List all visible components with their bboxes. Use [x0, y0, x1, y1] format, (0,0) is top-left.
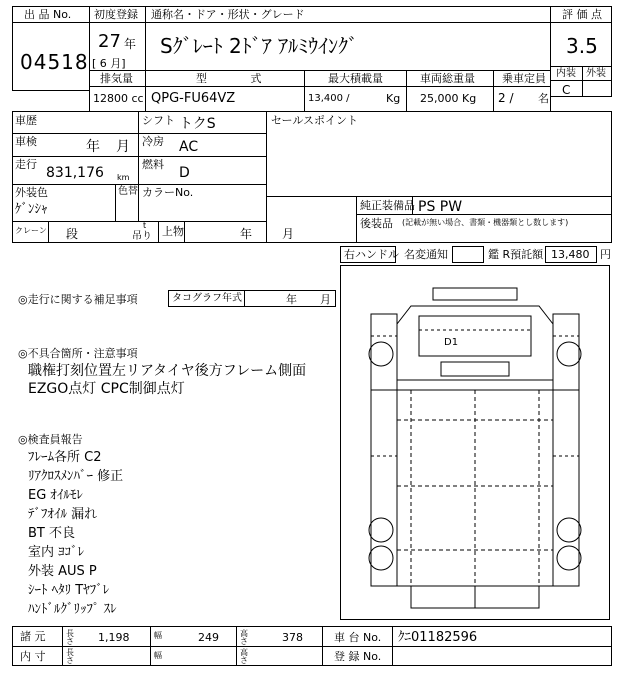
- max-load-label: 最大積載量: [328, 72, 383, 85]
- inspector-line-5: BT 不良: [28, 526, 75, 541]
- tachograph-label: タコグラフ年式: [172, 293, 242, 304]
- inspection-year-unit: 年: [86, 139, 100, 155]
- dims-label: 諸 元: [20, 630, 46, 643]
- grille: [441, 362, 509, 376]
- score-value: 3.5: [566, 34, 598, 58]
- inner-height-label: 高さ: [240, 648, 248, 665]
- displacement: 12800 cc: [93, 92, 144, 105]
- aftermarket-label: 後装品: [360, 217, 393, 230]
- deck-label: 上物: [162, 225, 184, 238]
- inspector-line-4: ﾃﾞﾌｵｲﾙ 漏れ: [28, 507, 98, 522]
- crane-hook: 吊り: [132, 231, 152, 242]
- length-value: 1,198: [98, 631, 130, 644]
- truck-outline: [341, 266, 609, 619]
- inspector-line-3: EG ｵｲﾙﾓﾚ: [28, 488, 83, 503]
- rear-right-wheel-1: [557, 518, 581, 542]
- year-value: 27: [98, 31, 121, 52]
- interior-label: 内装: [556, 68, 576, 79]
- chassis-value: ｸﾆ01182596: [398, 630, 478, 645]
- shift-label: シフト: [142, 114, 175, 127]
- history-label: 車歴: [15, 114, 37, 127]
- defect-line-2: EZGO点灯 CPC制御点灯: [28, 381, 185, 397]
- car-name: Sｸﾞﾚｰﾄ 2ﾄﾞｱ ｱﾙﾐｳｲﾝｸﾞ: [160, 34, 359, 58]
- mileage-value: 831,176: [46, 165, 104, 181]
- exterior-label: 外装: [586, 68, 606, 79]
- mileage-unit: km: [117, 173, 130, 182]
- gross-weight: 25,000 Kg: [420, 92, 477, 105]
- width-label: 幅: [154, 631, 162, 640]
- defect-line-1: 職権打刻位置左リアタイヤ後方フレーム側面: [28, 363, 307, 379]
- mileage-label: 走行: [15, 158, 37, 171]
- name-change-box: [452, 246, 484, 263]
- tachograph-year-unit: 年: [286, 293, 297, 306]
- windshield: [419, 316, 531, 356]
- displacement-label: 排気量: [100, 72, 133, 85]
- lot-label: 出 品 No.: [24, 8, 72, 21]
- deck-year-unit: 年: [240, 227, 253, 241]
- max-load-unit: Kg: [386, 92, 401, 105]
- width-value: 249: [198, 631, 219, 644]
- name-change-label: 名変通知: [404, 248, 448, 261]
- inner-width-label: 幅: [154, 651, 162, 660]
- inspector-line-2: ﾘｱｸﾛｽﾒﾝﾊﾞｰ 修正: [28, 469, 124, 484]
- damage-mark: D1: [444, 337, 459, 348]
- rear-left-wheel-2: [369, 546, 393, 570]
- inspector-line-6: 室内 ﾖｺﾞﾚ: [28, 545, 85, 560]
- tachograph-month-unit: 月: [320, 293, 331, 306]
- year-unit: 年: [124, 37, 137, 51]
- crane-stage: 段: [66, 227, 79, 241]
- exterior-color: ｹﾞﾝｼｬ: [15, 202, 48, 217]
- driving-title: ◎走行に関する補足事項: [18, 293, 138, 306]
- capacity-label: 乗車定員: [502, 72, 546, 85]
- deposit-label: 鑑 R預託額: [488, 248, 544, 261]
- aftermarket-note: (記載が無い場合、書類・機器類とし数します): [402, 218, 569, 227]
- max-load: 13,400 /: [308, 93, 350, 104]
- deposit-unit: 円: [600, 248, 611, 261]
- reg-label: 登 録 No.: [334, 650, 382, 663]
- damage-diagram: [340, 265, 610, 620]
- defect-title: ◎不具合箇所・注意事項: [18, 347, 138, 360]
- capacity: 2 /: [498, 91, 514, 105]
- interior-score: C: [562, 83, 571, 97]
- model: QPG-FU64VZ: [151, 91, 236, 106]
- color-code-label: 色替: [118, 186, 138, 197]
- steering: 右ハンドル: [344, 248, 399, 261]
- car-name-label: 通称名・ドア・形状・グレード: [151, 8, 305, 21]
- color-no-label: カラーNo.: [142, 186, 194, 199]
- aircon-value: AC: [179, 139, 199, 155]
- front-right-wheel: [557, 342, 581, 366]
- aircon-label: 冷房: [142, 135, 164, 148]
- fuel-label: 燃料: [142, 158, 164, 171]
- exterior-color-label: 外装色: [15, 186, 48, 199]
- inspection-label: 車検: [15, 135, 37, 148]
- inspector-line-9: ﾊﾝﾄﾞﾙｸﾞﾘｯﾌﾟ ｽﾚ: [28, 602, 117, 617]
- height-label: 高さ: [240, 629, 248, 646]
- gross-weight-label: 車両総重量: [420, 72, 475, 85]
- equipment-label: 純正装備品: [360, 199, 415, 212]
- inspector-line-7: 外装 AUS P: [28, 564, 97, 579]
- height-value: 378: [282, 631, 303, 644]
- roof-visor: [433, 288, 517, 300]
- cab-outline: [397, 306, 553, 380]
- sales-point-label: セールスポイント: [271, 114, 359, 127]
- fuel-value: D: [179, 165, 190, 181]
- inspector-title: ◎検査員報告: [18, 433, 83, 446]
- equipment-value: PS PW: [418, 199, 463, 215]
- inspector-line-8: ｼｰﾄ ﾍﾀﾘ Tﾔﾌﾞﾚ: [28, 583, 110, 598]
- inspector-line-1: ﾌﾚｰﾑ各所 C2: [28, 450, 102, 465]
- inner-label: 内 寸: [20, 650, 46, 663]
- chassis-label: 車 台 No.: [334, 631, 382, 644]
- crane-label: クレーン: [15, 226, 47, 235]
- inner-length-label: 長さ: [66, 648, 74, 665]
- length-label: 長さ: [66, 629, 74, 646]
- rear-left-wheel-1: [369, 518, 393, 542]
- crane-t: t: [143, 221, 147, 230]
- rear-right-wheel-2: [557, 546, 581, 570]
- shift-value: トクS: [179, 116, 216, 132]
- month-text: [ 6 月]: [92, 57, 126, 70]
- deposit-value: 13,480: [551, 248, 590, 261]
- front-left-wheel: [369, 342, 393, 366]
- lot-number: 04518: [20, 50, 89, 74]
- score-label: 評 価 点: [562, 8, 602, 21]
- inspection-month-unit: 月: [116, 139, 130, 155]
- first-reg-label: 初度登録: [94, 8, 138, 21]
- capacity-unit: 名: [538, 92, 549, 105]
- model-label: 型 式: [196, 72, 262, 85]
- deck-month-unit: 月: [282, 227, 295, 241]
